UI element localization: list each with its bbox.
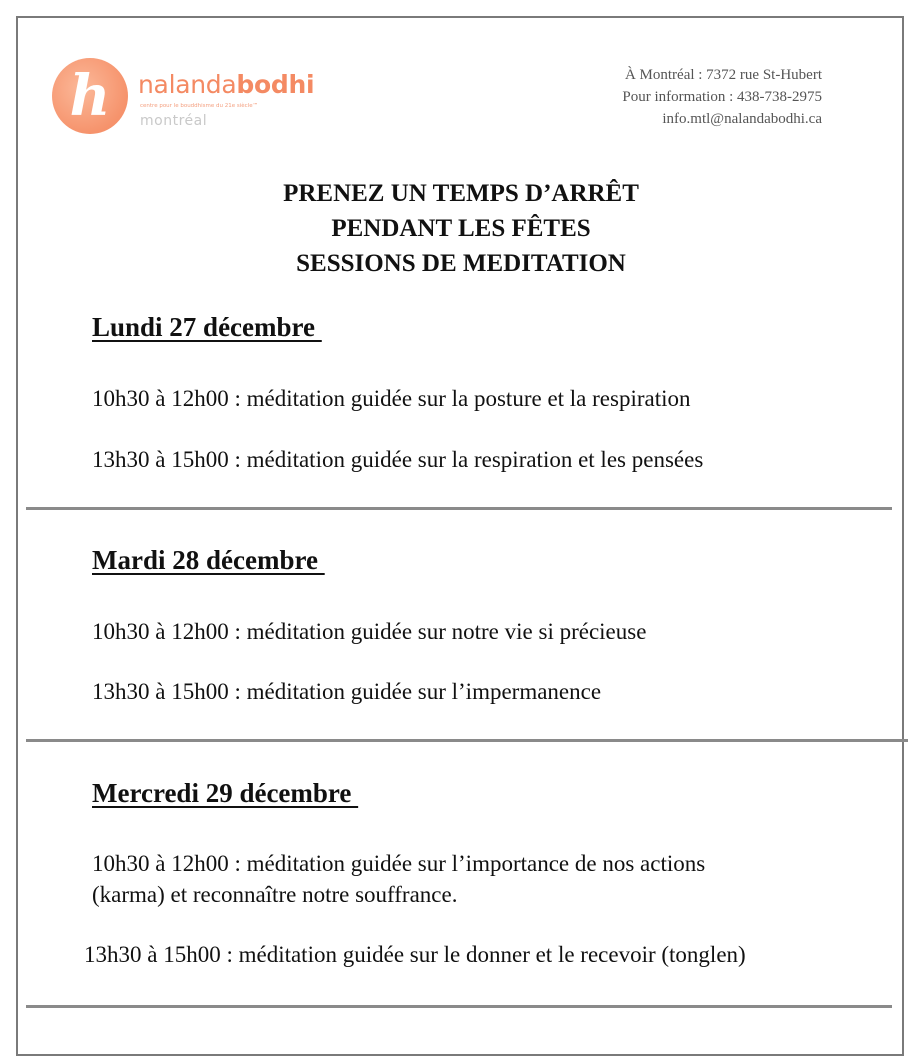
contact-address: À Montréal : 7372 rue St-Hubert — [624, 67, 822, 83]
contact-email: info.mtl@nalandabodhi.ca — [662, 111, 822, 127]
logo-tagline: centre pour le bouddhisme du 21e siècle™ — [140, 103, 259, 109]
session-mardi-afternoon: 13h30 à 15h00 : méditation guidée sur l’impermanence — [92, 679, 602, 704]
session-lundi-morning: 10h30 à 12h00 : méditation guidée sur la posture et la respiration — [92, 386, 691, 411]
section-divider — [26, 739, 908, 742]
page-title — [0, 176, 918, 281]
session-mardi-morning: 10h30 à 12h00 : méditation guidée sur notre vie si précieuse — [92, 619, 647, 644]
nalandabodhi-logo — [52, 58, 342, 140]
contact-info — [622, 64, 822, 130]
logo-mark: h — [69, 63, 111, 129]
title-line-3: SESSIONS DE MEDITATION — [296, 250, 626, 277]
logo-name-part1: nalanda — [138, 70, 237, 99]
session-mercredi-morning-line1: 10h30 à 12h00 : méditation guidée sur l’importance de nos actions — [92, 851, 706, 876]
logo-city: montréal — [140, 113, 208, 129]
section-divider — [26, 507, 892, 510]
day-heading-lundi: Lundi 27 décembre — [92, 312, 322, 342]
section-divider — [26, 1005, 892, 1008]
day-heading-mardi: Mardi 28 décembre — [92, 545, 325, 575]
logo-name-part2: bodhi — [236, 70, 315, 99]
session-mercredi-afternoon: 13h30 à 15h00 : méditation guidée sur le donner et le recevoir (tonglen) — [84, 942, 746, 967]
contact-phone: Pour information : 438-738-2975 — [622, 89, 822, 105]
logo-name — [138, 70, 314, 99]
title-line-1: PRENEZ UN TEMPS D’ARRÊT — [283, 180, 639, 207]
day-heading-mercredi: Mercredi 29 décembre — [92, 778, 359, 808]
session-mercredi-morning-line2: (karma) et reconnaître notre souffrance. — [92, 882, 458, 907]
title-line-2: PENDANT LES FÊTES — [331, 215, 591, 242]
session-lundi-afternoon: 13h30 à 15h00 : méditation guidée sur la respiration et les pensées — [92, 447, 704, 472]
